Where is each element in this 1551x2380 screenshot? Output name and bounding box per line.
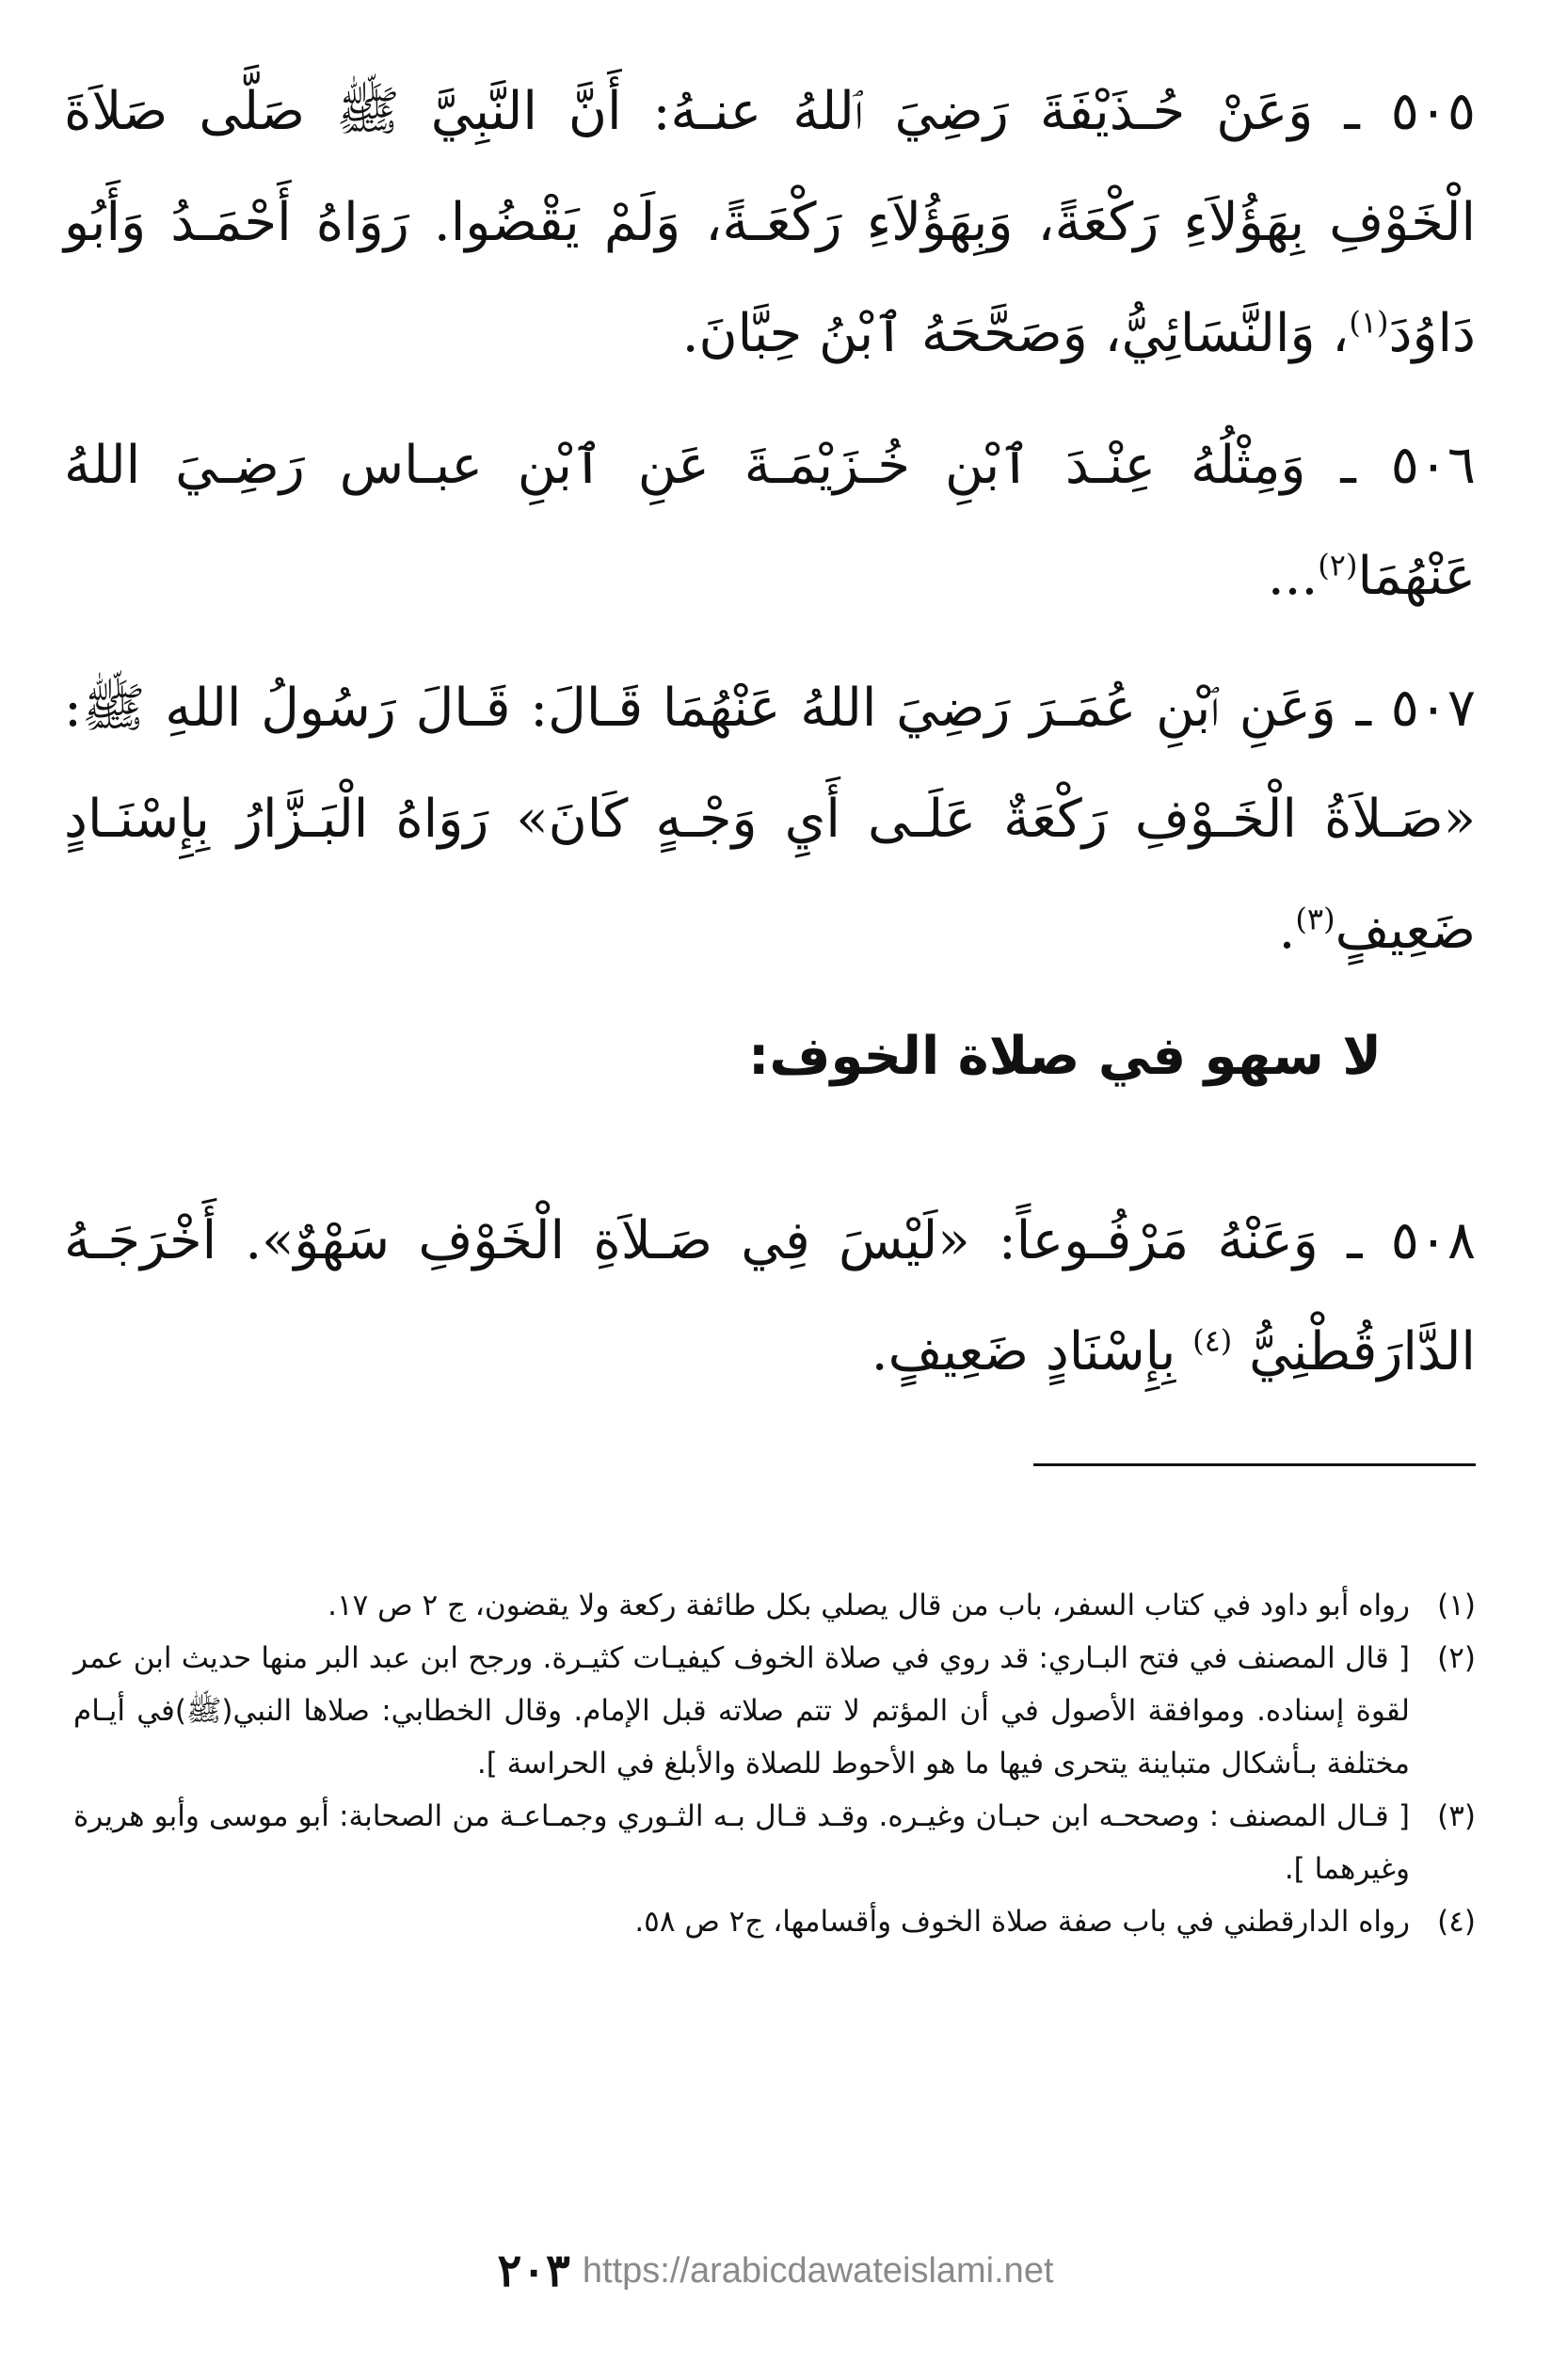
footnote-ref[interactable]: (١) xyxy=(1349,304,1389,341)
watermark-url[interactable]: https://arabicdawateislami.net xyxy=(582,2250,1054,2291)
hadith-number: ٥٠٨ xyxy=(1390,1210,1477,1271)
hadith-text: ـ وَعَنْهُ مَرْفُـوعاً: «لَيْسَ فِي صَـلاَةِ الْخَوْفِ سَهْوٌ». أَخْرَجَـهُ الدَّارَقُطْنِيُّ xyxy=(64,1210,1476,1382)
footnote-ref[interactable]: (٣) xyxy=(1295,901,1335,937)
footnote-ref[interactable]: (٢) xyxy=(1318,547,1358,583)
footnote-text: [ قال المصنف في فتح البـاري: قد روي في صلاة الخوف كيفيـات كثيـرة. ورجح ابن عبد البر منها حديث ابن عمر لقوة إسناده. وموافقة الأصول في أن المؤتم لا تتم صلاته قبل الإمام. وقال الخطابي: صلاها النبي(ﷺ)في أيـام مختلفة بـأشكال متباينة يتحرى فيها ما هو الأحوط للصلاة والأبلغ في الحراسة ]. xyxy=(73,1641,1410,1781)
hadith-text: ـ وَعَنِ ٱبْنِ عُمَـرَ رَضِيَ اللهُ عَنْهُمَا قَـالَ: قَـالَ رَسُولُ اللهِ ﷺ: «صَـلاَةُ الْخَـوْفِ رَكْعَةٌ عَلَـى أَيِ وَجْـهٍ كَانَ» رَوَاهُ الْبَـزَّارُ بِإِسْنَـادٍ ضَعِيفٍ xyxy=(64,678,1476,961)
hadith-number: ٥٠٥ xyxy=(1390,81,1476,142)
footnote-text: رواه الدارقطني في باب صفة صلاة الخوف وأقسامها، ج٢ ص ٥٨. xyxy=(634,1905,1410,1939)
footnote-number: (١) xyxy=(1437,1589,1476,1622)
hadith-508 xyxy=(64,1186,1476,1408)
hadith-text-continued: ... xyxy=(1267,546,1319,607)
footnote-4 xyxy=(73,1895,1476,1948)
footnote-3 xyxy=(73,1790,1476,1895)
hadith-block-bottom xyxy=(64,1186,1476,1408)
hadith-text: ـ وَعَنْ حُـذَيْفَةَ رَضِيَ ٱللهُ عنـهُ: أَنَّ النَّبِيَّ ﷺ صَلَّى صَلاَةَ الْخَوْفِ بِهَؤُلاَءِ رَكْعَةً، وَبِهَؤُلاَءِ رَكْعَـةً، وَلَمْ يَقْضُوا. رَوَاهُ أَحْمَـدُ وَأَبُو دَاوُدَ xyxy=(64,81,1476,364)
hadith-text-continued: . xyxy=(1278,900,1296,961)
hadith-block-top xyxy=(64,56,1476,986)
footnote-number: (٤) xyxy=(1437,1905,1476,1939)
hadith-506 xyxy=(64,410,1476,632)
hadith-text-continued: ، وَالنَّسَائِيُّ، وَصَحَّحَهُ ٱبْنُ حِبَّانَ. xyxy=(681,303,1350,364)
hadith-number: ٥٠٧ xyxy=(1390,678,1476,739)
footnote-text: [ قـال المصنف : وصححـه ابن حبـان وغيـره. وقـد قـال بـه الثـوري وجمـاعـة من الصحابة: أبو موسى وأبو هريرة وغيرهما ]. xyxy=(73,1799,1410,1886)
footnote-2 xyxy=(73,1632,1476,1790)
page-footer xyxy=(0,2244,1551,2310)
page-number: ٢٠٣ xyxy=(497,2244,570,2297)
footnote-number: (٢) xyxy=(1437,1641,1476,1675)
hadith-505 xyxy=(64,56,1476,390)
footnote-text: رواه أبو داود في كتاب السفر، باب من قال يصلي بكل طائفة ركعة ولا يقضون، ج ٢ ص ١٧. xyxy=(328,1589,1410,1622)
hadith-number: ٥٠٦ xyxy=(1390,435,1476,496)
hadith-507 xyxy=(64,653,1476,986)
footnote-ref[interactable]: (٤) xyxy=(1192,1322,1233,1359)
footnote-divider xyxy=(1033,1463,1476,1466)
hadith-text-continued: بِإِسْنَادٍ ضَعِيفٍ. xyxy=(871,1321,1176,1382)
footnotes xyxy=(73,1579,1476,1948)
footnote-1 xyxy=(73,1579,1476,1632)
section-heading: لا سهو في صلاة الخوف: xyxy=(748,1026,1382,1087)
hadith-text: ـ وَمِثْلُهُ عِنْـدَ ٱبْنِ خُـزَيْمَـةَ عَنِ ٱبْنِ عبـاس رَضِـيَ اللهُ عَنْهُمَا xyxy=(64,435,1476,607)
footnote-number: (٣) xyxy=(1437,1799,1476,1833)
